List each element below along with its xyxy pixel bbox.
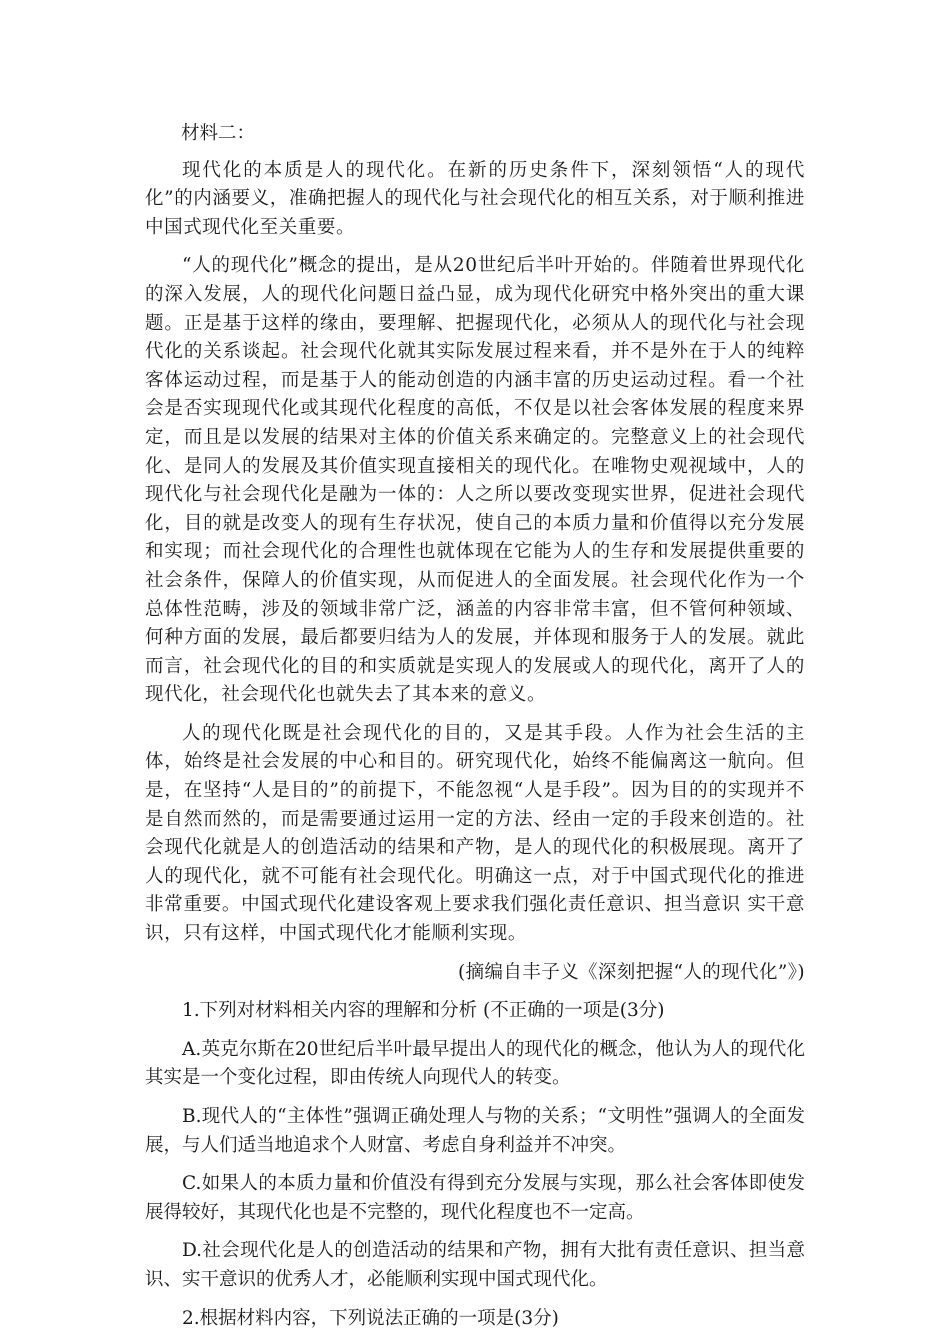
question-1-stem: 1.下列对材料相关内容的理解和分析 (不正确的一项是(3分) — [182, 1000, 665, 1022]
material-paragraph-2: “人的现代化”概念的提出，是从20世纪后半叶开始的。伴随着世界现代化的深入发展，人的现代化问题日益凸显，成为现代化研究中格外突出的重大课题。正是基于这样的缘由，要理解、把握现代化，必须从人的现代化与社会现代化的关系谈起。社会现代化就其实际发展过程来看，并不是外在于人的纯粹客体运动过程，而是基于人的能动创造的内涵丰富的历史运动过程。看一个社会是否实现现代化或其现代化程度的高低，不仅是以社会客体发展的程度来界定，而且是以发展的结果对主体的价值关系来确定的。完整意义上的社会现代化、是同人的发展及其价值实现直接相关的现代化。在唯物史观视域中，人的现代化与社会现代化是融为一体的：人之所以要改变现实世界，促进社会现代化，目的就是改变人的现有生存状况，使自己的本质力量和价值得以充分发展和实现；而社会现代化的合理性也就体现在它能为人的生存和发展提供重要的社会条件，保障人的价值实现，从而促进人的全面发展。社会现代化作为一个总体性范畴，涉及的领域非常广泛，涵盖的内容非常丰富，但不管何种领域、何种方面的发展，最后都要归结为人的发展，并体现和服务于人的发展。就此而言，社会现代化的目的和实质就是实现人的发展或人的现代化，离开了人的现代化，社会现代化也就失去了其本来的意义。 — [145, 255, 805, 706]
source-citation: (摘编自丰子义《深刻把握“人的现代化”》) — [457, 961, 805, 983]
exam-page — [145, 120, 805, 1343]
question-1-option-c: C.如果人的本质力量和价值没有得到充分发展与实现，那么社会客体即使发展得较好，其现代化也是不完整的，现代化程度也不一定高。 — [145, 1173, 805, 1223]
material-paragraph-3: 人的现代化既是社会现代化的目的，又是其手段。人作为社会生活的主体，始终是社会发展的中心和目的。研究现代化，始终不能偏离这一航向。但是，在坚持“人是目的”的前提下，不能忽视“人是手段”。因为目的的实现并不是自然而然的，而是需要通过运用一定的方法、经由一定的手段来创造的。社会现代化就是人的创造活动的结果和产物，是人的现代化的积极展现。离开了人的现代化，就不可能有社会现代化。明确这一点，对于中国式现代化的推进非常重要。中国式现代化建设客观上要求我们强化责任意识、担当意识 实干意识，只有这样，中国式现代化才能顺利实现。 — [145, 722, 805, 945]
material-label: 材料二： — [181, 123, 256, 144]
material-paragraph-1: 现代化的本质是人的现代化。在新的历史条件下，深刻领悟“人的现代化”的内涵要义，准确把握人的现代化与社会现代化的相互关系，对于顺利推进中国式现代化至关重要。 — [145, 159, 805, 238]
question-1-option-b: B.现代人的“主体性”强调正确处理人与物的关系；“文明性”强调人的全面发展，与人们适当地追求个人财富、考虑自身利益并不冲突。 — [145, 1106, 805, 1156]
question-1-option-a: A.英克尔斯在20世纪后半叶最早提出人的现代化的概念，他认为人的现代化其实是一个变化过程，即由传统人向现代人的转变。 — [145, 1038, 805, 1089]
question-1-option-d: D.社会现代化是人的创造活动的结果和产物，拥有大批有责任意识、担当意识、实干意识的优秀人才，必能顺利实现中国式现代化。 — [145, 1240, 805, 1290]
question-2-stem: 2.根据材料内容，下列说法正确的一项是(3分) — [182, 1307, 559, 1329]
